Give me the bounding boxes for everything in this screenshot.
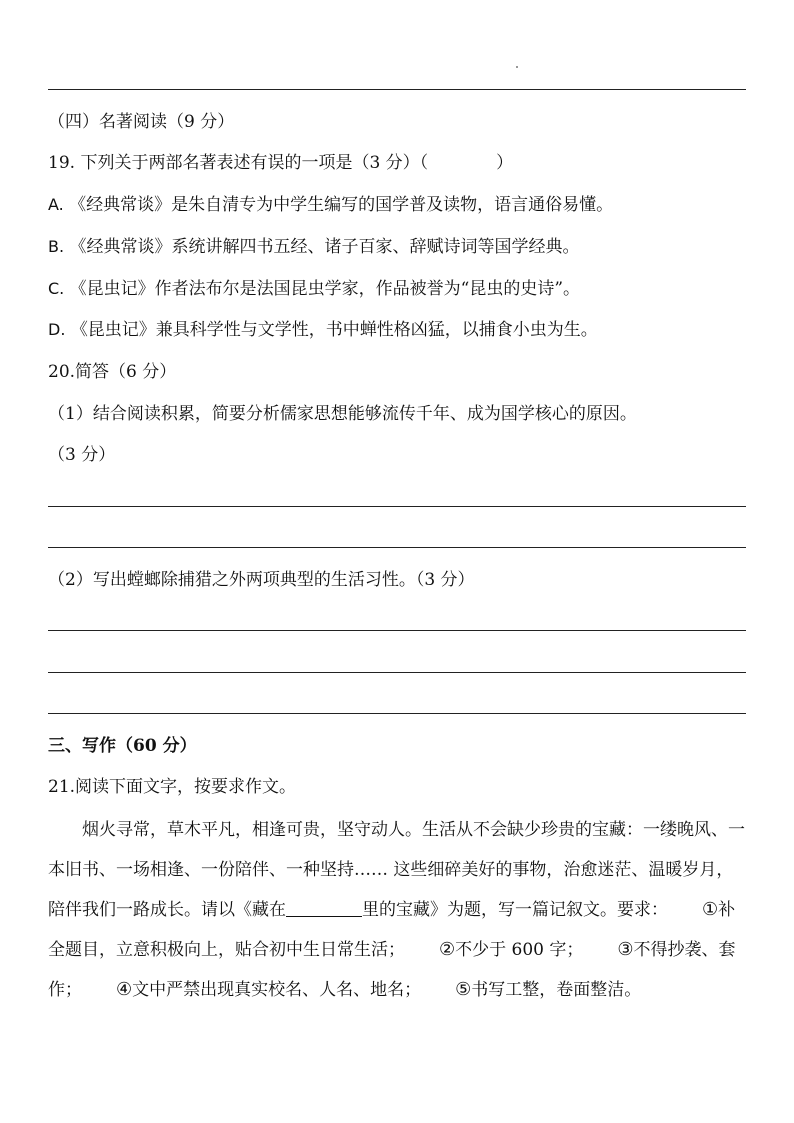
section-3-title: 三、写作（60 分）: [48, 736, 197, 756]
option-c-text: 《昆虫记》作者法布尔是法国昆虫学家，作品被誉为“昆虫的史诗”。: [69, 279, 581, 299]
section-4-title: （四）名著阅读（9 分）: [48, 112, 235, 132]
option-a-text: 《经典常谈》是朱自清专为中学生编写的国学普及读物，语言通俗易懂。: [69, 195, 614, 215]
option-d-letter: D.: [48, 320, 66, 339]
essay-prompt-text: 烟火寻常，草木平凡，相逢可贵，坚守动人。生活从不会缺少珍贵的宝藏：一缕晚风、一本旧书、一场相逢、一份陪伴、一种坚持…… 这些细碎美好的事物，治愈迷茫、温暖岁月，陪伴我们一路成长。请以《藏在: [48, 820, 745, 920]
top-rule: [48, 89, 746, 90]
option-b[interactable]: [48, 235, 579, 259]
option-b-letter: B.: [48, 237, 65, 256]
requirement-5-mark: ⑤: [455, 979, 472, 1000]
question-21-stem: 21.阅读下面文字，按要求作文。: [48, 777, 297, 797]
requirement-1-mark: ①: [702, 899, 719, 920]
question-20-2: （2）写出螳螂除捕猎之外两项典型的生活习性。（3 分）: [48, 570, 475, 590]
answer-line-5[interactable]: [48, 713, 746, 714]
option-c-letter: C.: [48, 279, 65, 298]
answer-line-1[interactable]: [48, 506, 746, 507]
requirement-1: 补全题目，立意积极向上，贴合初中生日常生活；: [48, 900, 736, 960]
requirement-3-mark: ③: [617, 939, 634, 960]
option-d[interactable]: [48, 318, 598, 342]
option-c[interactable]: [48, 277, 580, 301]
requirement-2-mark: ②: [439, 939, 456, 960]
option-b-text: 《经典常谈》系统讲解四书五经、诸子百家、辞赋诗词等国学经典。: [69, 237, 580, 257]
requirement-3: 不得抄袭、套作；: [48, 940, 736, 1000]
option-a-letter: A.: [48, 195, 64, 214]
title-blank[interactable]: [286, 898, 362, 917]
requirement-2: 不少于 600 字；: [455, 940, 584, 960]
question-20-1: （1）结合阅读积累，简要分析儒家思想能够流传千年、成为国学核心的原因。: [48, 404, 637, 424]
essay-prompt: [48, 810, 748, 1010]
question-20-1-score: （3 分）: [48, 445, 116, 465]
scan-dot: [516, 66, 518, 68]
option-a[interactable]: [48, 193, 613, 217]
option-d-text: 《昆虫记》兼具科学性与文学性，书中蝉性格凶猛，以捕食小虫为生。: [70, 320, 598, 340]
essay-prompt-text-2: 里的宝藏》为题，写一篇记叙文。要求：: [362, 900, 668, 920]
requirement-4-mark: ④: [116, 979, 133, 1000]
requirement-4: 文中严禁出现真实校名、人名、地名；: [132, 980, 422, 1000]
answer-line-4[interactable]: [48, 672, 746, 673]
answer-line-3[interactable]: [48, 630, 746, 631]
question-19-stem: 19. 下列关于两部名著表述有误的一项是（3 分）（ ）: [48, 153, 514, 173]
question-20-stem: 20.简答（6 分）: [48, 362, 177, 382]
requirement-5: 书写工整，卷面整洁。: [471, 980, 642, 1000]
answer-line-2[interactable]: [48, 547, 746, 548]
